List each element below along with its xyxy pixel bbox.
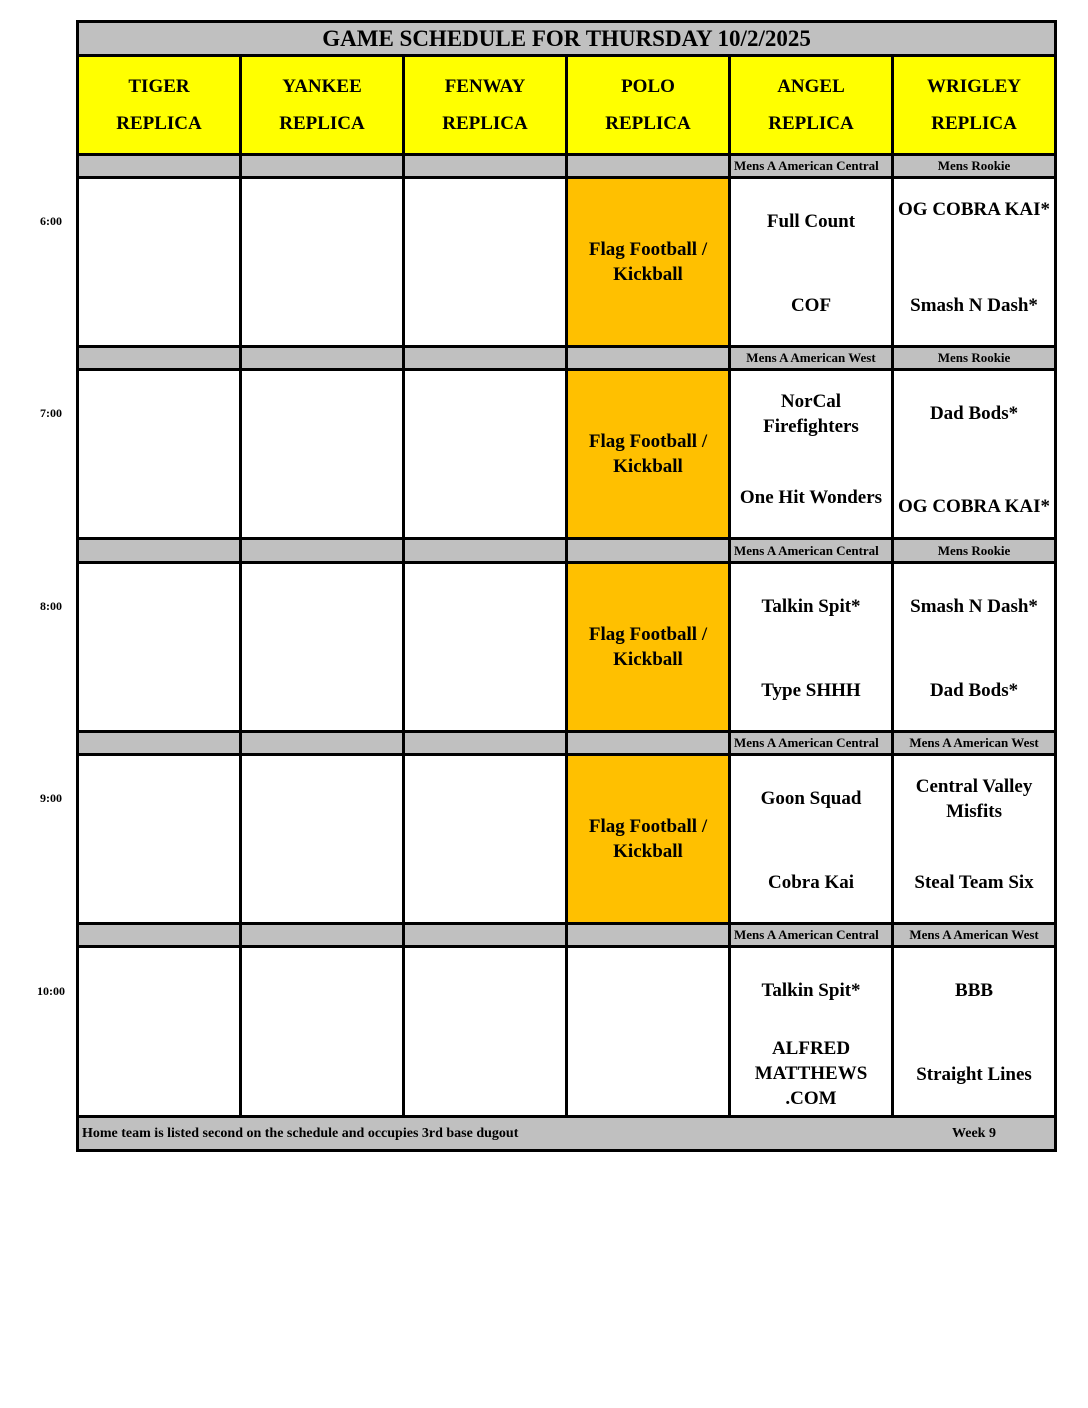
field-header-polo [567, 56, 730, 154]
band-cell [567, 924, 730, 947]
field-header-wrigley [893, 56, 1056, 154]
field-header-angel [730, 56, 893, 154]
band-cell [78, 924, 241, 947]
band-cell [404, 154, 567, 177]
matchup-wrigley [893, 177, 1056, 346]
band-cell [567, 154, 730, 177]
away-team: Dad Bods* [929, 403, 1019, 425]
time-slot-row [78, 755, 1056, 924]
away-team: Full Count [766, 210, 856, 232]
home-team: Cobra Kai [767, 872, 855, 894]
field-type: REPLICA [605, 113, 691, 135]
time-label-8: 8:00 [40, 599, 62, 613]
empty-slot [241, 562, 404, 731]
empty-slot [78, 947, 241, 1116]
home-team: OG COBRA KAI* [898, 496, 1051, 518]
division-label-angel: Mens A American West [730, 347, 893, 370]
division-band [78, 539, 1056, 562]
away-team: OG COBRA KAI* [898, 198, 1051, 220]
field-header-tiger [78, 56, 241, 154]
empty-slot [404, 947, 567, 1116]
week-label: Week 9 [952, 1125, 996, 1141]
away-team: NorCal Firefighters [763, 391, 859, 438]
page-title: GAME SCHEDULE FOR THURSDAY 10/2/2025 [78, 22, 1056, 56]
empty-slot [404, 177, 567, 346]
time-label-7: 7:00 [40, 406, 62, 420]
home-team: One Hit Wonders [739, 487, 883, 509]
division-label-wrigley: Mens A American West [893, 731, 1056, 754]
field-header-yankee [241, 56, 404, 154]
matchup-wrigley [893, 370, 1056, 539]
band-cell [404, 731, 567, 754]
division-label-wrigley: Mens Rookie [893, 539, 1056, 562]
away-team: Goon Squad [760, 788, 862, 810]
empty-slot [241, 370, 404, 539]
matchup-angel [730, 755, 893, 924]
band-cell [241, 539, 404, 562]
band-cell [78, 731, 241, 754]
field-name: ANGEL [777, 76, 845, 98]
field-name: TIGER [128, 76, 190, 98]
time-label-9: 9:00 [40, 791, 62, 805]
away-team: Smash N Dash* [910, 595, 1038, 617]
field-name: YANKEE [282, 76, 362, 98]
matchup-angel [730, 947, 893, 1116]
home-team: Type SHHH [761, 679, 861, 701]
flag-football-block: Flag Football / Kickball [567, 370, 730, 539]
band-cell [78, 347, 241, 370]
field-header-fenway [404, 56, 567, 154]
division-label-wrigley: Mens Rookie [893, 154, 1056, 177]
field-name: POLO [621, 76, 675, 98]
home-team: Steal Team Six [914, 872, 1034, 894]
matchup-angel [730, 370, 893, 539]
empty-slot [404, 755, 567, 924]
band-cell [404, 924, 567, 947]
division-band [78, 924, 1056, 947]
flag-football-block: Flag Football / Kickball [567, 562, 730, 731]
band-cell [78, 539, 241, 562]
schedule-table [76, 20, 1057, 1152]
field-type: REPLICA [116, 113, 202, 135]
time-slot-row [78, 947, 1056, 1116]
field-name: FENWAY [444, 76, 526, 98]
away-team: Central Valley Misfits [915, 776, 1033, 823]
away-team: Talkin Spit* [761, 980, 861, 1002]
footer-note: Home team is listed second on the schedule and occupies 3rd base dugout [82, 1125, 519, 1141]
matchup-angel [730, 562, 893, 731]
band-cell [241, 924, 404, 947]
time-slot-row [78, 177, 1056, 346]
home-team: Dad Bods* [929, 679, 1019, 701]
field-type: REPLICA [279, 113, 365, 135]
empty-slot [567, 947, 730, 1116]
empty-slot [404, 370, 567, 539]
time-label-10: 10:00 [37, 984, 65, 998]
band-cell [404, 347, 567, 370]
band-cell [567, 347, 730, 370]
band-cell [241, 731, 404, 754]
division-label-angel: Mens A American Central [730, 924, 893, 947]
empty-slot [404, 562, 567, 731]
home-team: Straight Lines [916, 1064, 1032, 1086]
band-cell [241, 154, 404, 177]
matchup-wrigley [893, 755, 1056, 924]
footer-bar [78, 1116, 1056, 1151]
empty-slot [78, 755, 241, 924]
division-band [78, 347, 1056, 370]
matchup-wrigley [893, 562, 1056, 731]
field-name: WRIGLEY [927, 76, 1022, 98]
empty-slot [241, 177, 404, 346]
field-type: REPLICA [442, 113, 528, 135]
away-team: Talkin Spit* [761, 595, 861, 617]
home-team: COF [790, 294, 832, 316]
time-label-6: 6:00 [40, 214, 62, 228]
empty-slot [78, 177, 241, 346]
matchup-angel [730, 177, 893, 346]
division-band [78, 154, 1056, 177]
band-cell [241, 347, 404, 370]
band-cell [567, 731, 730, 754]
division-band [78, 731, 1056, 754]
division-label-angel: Mens A American Central [730, 731, 893, 754]
home-team: ALFRED MATTHEWS .COM [754, 1038, 868, 1110]
division-label-wrigley: Mens A American West [893, 924, 1056, 947]
band-cell [404, 539, 567, 562]
home-team: Smash N Dash* [910, 294, 1038, 316]
schedule-sheet [76, 20, 1057, 1152]
division-label-angel: Mens A American Central [730, 539, 893, 562]
matchup-wrigley [893, 947, 1056, 1116]
field-type: REPLICA [931, 113, 1017, 135]
division-label-angel: Mens A American Central [730, 154, 893, 177]
time-slot-row [78, 370, 1056, 539]
time-slot-row [78, 562, 1056, 731]
flag-football-block: Flag Football / Kickball [567, 755, 730, 924]
band-cell [78, 154, 241, 177]
division-label-wrigley: Mens Rookie [893, 347, 1056, 370]
field-type: REPLICA [768, 113, 854, 135]
flag-football-block: Flag Football / Kickball [567, 177, 730, 346]
empty-slot [78, 562, 241, 731]
away-team: BBB [955, 980, 994, 1002]
band-cell [567, 539, 730, 562]
empty-slot [241, 755, 404, 924]
empty-slot [78, 370, 241, 539]
empty-slot [241, 947, 404, 1116]
